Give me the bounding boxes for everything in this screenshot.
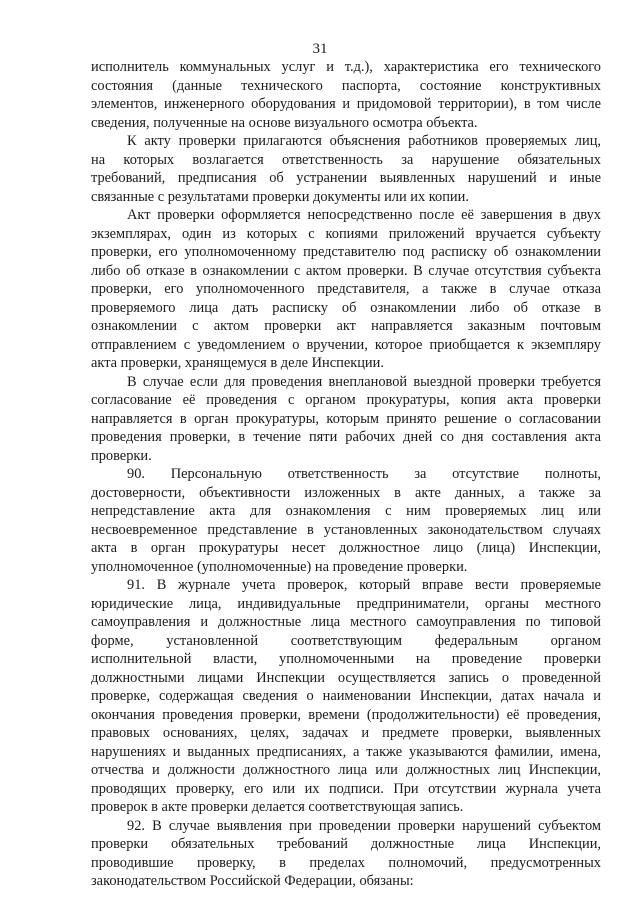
text-line: 92. В случае выявления при проведении проверки нарушений субъектом bbox=[127, 817, 601, 834]
text-line: проверяемого лица дать расписку об ознакомлении либо об отказе в bbox=[91, 299, 601, 316]
text-line: правовых основаниях, целях, задачах и предмете проверки, выявленных bbox=[91, 725, 601, 741]
text-line: должностными лицами Инспекции осуществляется запись о проведенной bbox=[91, 669, 601, 686]
text-line: согласование её проведения с органом прокуратуры, копия акта проверки bbox=[91, 392, 601, 408]
text-line: самоуправления и должностные лица местного самоуправления по типовой bbox=[91, 614, 601, 630]
text-line: проверки, его уполномоченного представителя, а также в случае отказа bbox=[91, 281, 601, 297]
text-line: проверки, его уполномоченному представителю под расписку об ознакомлении bbox=[91, 244, 601, 260]
text-line: окончания проведения проверки, времени (продолжительности) её проведения, bbox=[91, 706, 601, 723]
text-line: достоверности, объективности изложенных в акте данных, а также за bbox=[91, 484, 601, 501]
text-line: юридические лица, индивидуальные предприниматели, органы местного bbox=[91, 595, 601, 612]
text-line: проведения проверки, в течение пяти рабочих дней со дня составления акта bbox=[91, 429, 601, 445]
text-line: Акт проверки оформляется непосредственно после её завершения в двух bbox=[127, 207, 601, 223]
text-line: К акту проверки прилагаются объяснения работников проверяемых лиц, bbox=[127, 133, 601, 149]
text-line: состояния (данные технического паспорта, состояние конструктивных bbox=[91, 77, 601, 94]
text-line: исполнительной власти, уполномоченными на проведение проверки bbox=[91, 651, 601, 667]
text-line: уполномоченное (уполномоченные) на проведение проверки. bbox=[91, 558, 468, 575]
text-line: проверок в акте проверки делается соответствующая запись. bbox=[91, 799, 464, 815]
text-line: форме, установленной соответствующим федеральным органом bbox=[91, 632, 601, 649]
text-line: проверке, содержащая сведения о наименовании Инспекции, датах начала и bbox=[91, 688, 601, 704]
text-line: проверки обязательных требований должностные лица Инспекции, bbox=[91, 836, 601, 852]
text-line: ознакомлении с актом проверки акт направляется заказным почтовым bbox=[91, 318, 601, 334]
text-line: элементов, инженерного оборудования и придомовой территории), в том числе bbox=[91, 96, 601, 112]
text-line: акта в орган прокуратуры несет должностное лицо (лица) Инспекции, bbox=[91, 540, 601, 556]
page-number: 31 bbox=[312, 41, 328, 57]
text-line: отправлением с уведомлением о вручении, которое приобщается к экземпляру bbox=[91, 336, 601, 353]
text-line: 90. Персональную ответственность за отсутствие полноты, bbox=[127, 466, 601, 482]
text-line: на которых возлагается ответственность за нарушение обязательных bbox=[91, 151, 601, 168]
text-line: акта проверки, хранящемуся в деле Инспекции. bbox=[91, 355, 384, 371]
text-line: несвоевременное представление в установленных законодательством случаях bbox=[91, 521, 601, 538]
text-line: исполнитель коммунальных услуг и т.д.), характеристика его технического bbox=[91, 59, 601, 75]
text-line: связанные с результатами проверки документы или их копии. bbox=[91, 188, 469, 205]
text-line: либо об отказе в ознакомлении с актом проверки. В случае отсутствия субъекта bbox=[91, 262, 601, 279]
text-line: требований, предписания об устранении выявленных нарушений и иные bbox=[91, 170, 601, 186]
text-line: В случае если для проведения внеплановой выездной проверки требуется bbox=[127, 373, 601, 390]
text-line: сведения, полученные на основе визуального осмотра объекта. bbox=[91, 114, 478, 131]
text-line: проводившие проверку, в пределах полномочий, предусмотренных bbox=[91, 854, 601, 871]
text-line: экземплярах, один из которых с копиями приложений вручается субъекту bbox=[91, 225, 601, 242]
text-line: непредставление акта для ознакомления с ним проверяемых лиц или bbox=[91, 503, 601, 519]
text-line: проводящих проверку, его или их подписи. При отсутствии журнала учета bbox=[91, 780, 601, 797]
text-line: направляется в орган прокуратуры, которым принято решение о согласовании bbox=[91, 410, 601, 427]
text-line: законодательством Российской Федерации, обязаны: bbox=[91, 873, 414, 889]
text-line: 91. В журнале учета проверок, который вправе вести проверяемые bbox=[127, 577, 601, 593]
text-line: отчества и должности должностного лица или должностных лиц Инспекции, bbox=[91, 762, 601, 778]
text-line: нарушениях и выданных предписаниях, а также указываются фамилии, имена, bbox=[91, 743, 601, 760]
text-line: проверки. bbox=[91, 447, 152, 464]
